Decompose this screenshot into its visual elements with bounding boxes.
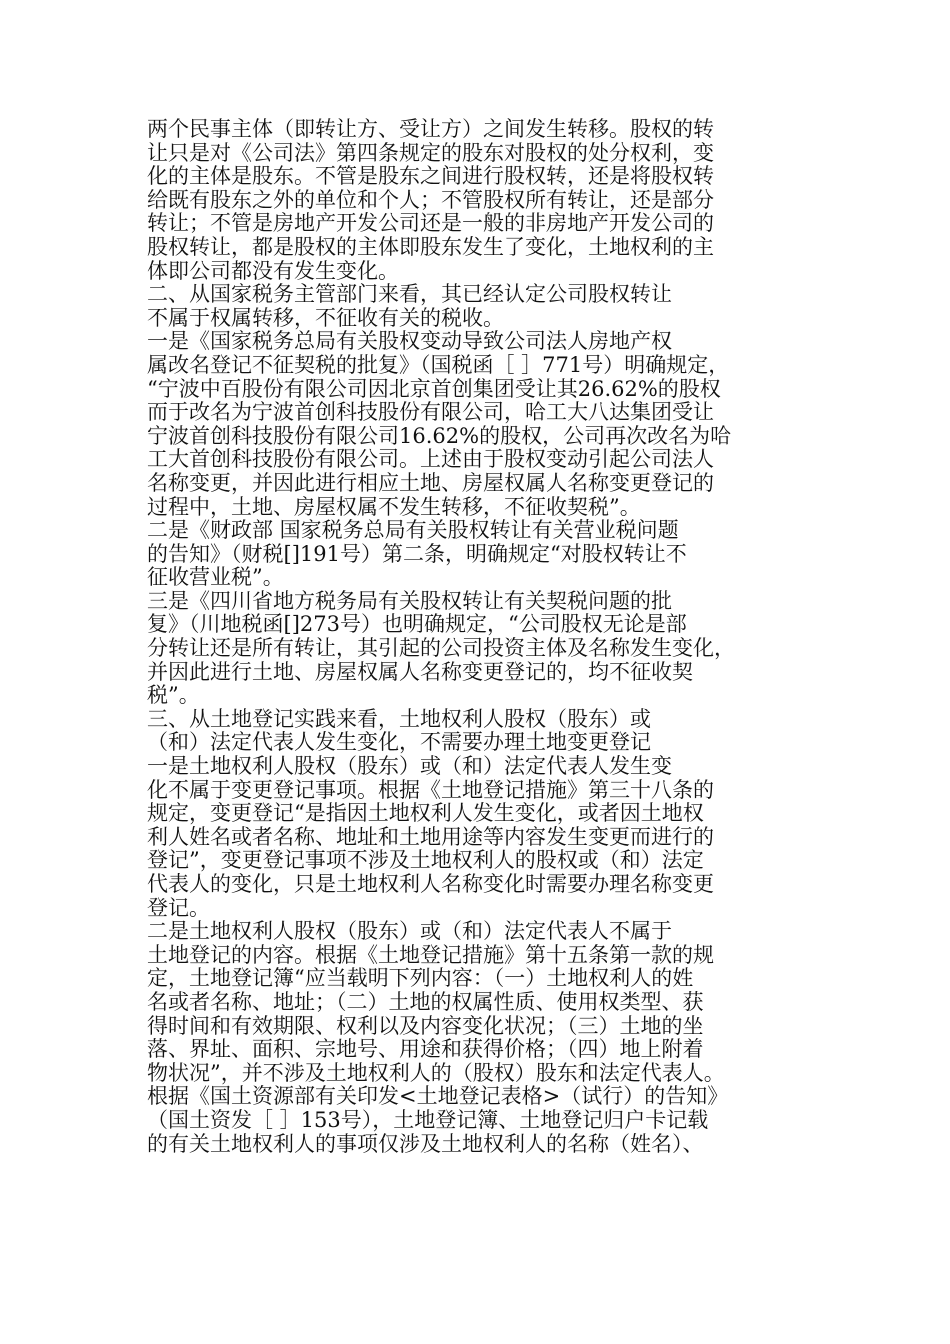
text-line: 规定，变更登记“是指因土地权利人发生变化，或者因土地权 xyxy=(147,802,704,826)
text-line: 三是《四川省地方税务局有关股权转让有关契税问题的批 xyxy=(147,589,672,613)
text-line: 根据《国土资源部有关印发<土地登记表格>（试行）的告知》 xyxy=(147,1085,729,1109)
text-line: 化不属于变更登记事项。根据《土地登记措施》第三十八条的 xyxy=(147,778,714,802)
text-line: 体即公司都没有发生变化。 xyxy=(147,259,399,283)
text-line: 的有关土地权利人的事项仅涉及土地权利人的名称（姓名）、 xyxy=(147,1132,704,1156)
text-line: 的告知》（财税[]191号）第二条，明确规定“对股权转让不 xyxy=(147,542,687,566)
text-line: 二是《财政部 国家税务总局有关股权转让有关营业税问题 xyxy=(147,519,679,543)
text-line: 得时间和有效期限、权利以及内容变化状况；（三）土地的坐 xyxy=(147,1014,704,1038)
text-line: 一是《国家税务总局有关股权变动导致公司法人房地产权 xyxy=(147,330,672,354)
text-line: 名称变更，并因此进行相应土地、房屋权属人名称变更登记的 xyxy=(147,471,714,495)
text-line: 二、从国家税务主管部门来看，其已经认定公司股权转让 xyxy=(147,283,672,307)
text-line: （和）法定代表人发生变化，不需要办理土地变更登记 xyxy=(147,731,651,755)
text-line: 登记。 xyxy=(147,896,210,920)
text-line: 宁波首创科技股份有限公司16.62%的股权，公司再次改名为哈 xyxy=(147,424,732,448)
text-line: 两个民事主体（即转让方、受让方）之间发生转移。股权的转 xyxy=(147,118,714,141)
text-line: 转让；不管是房地产开发公司还是一般的非房地产开发公司的 xyxy=(147,212,714,236)
text-line: 征收营业税”。 xyxy=(147,566,284,590)
text-line: 定，土地登记簿“应当载明下列内容：（一）土地权利人的姓 xyxy=(147,967,694,991)
text-line: 给既有股东之外的单位和个人；不管股权所有转让，还是部分 xyxy=(147,188,714,212)
text-line: 让只是对《公司法》第四条规定的股东对股权的处分权利，变 xyxy=(147,141,714,165)
text-line: 利人姓名或者名称、地址和土地用途等内容发生变更而进行的 xyxy=(147,825,714,849)
text-line: 化的主体是股东。不管是股东之间进行股权转，还是将股权转 xyxy=(147,165,714,189)
text-line: 税”。 xyxy=(147,684,200,708)
text-line: 属改名登记不征契税的批复》（国税函［ ］771号）明确规定， xyxy=(147,353,730,377)
text-line: 物状况”，并不涉及土地权利人的（股权）股东和法定代表人。 xyxy=(147,1061,725,1085)
text-line: 工大首创科技股份有限公司。上述由于股权变动引起公司法人 xyxy=(147,448,714,472)
text-line: 而于改名为宁波首创科技股份有限公司，哈工大八达集团受让 xyxy=(147,401,714,425)
text-line: （国土资发［ ］153号），土地登记簿、土地登记归户卡记载 xyxy=(147,1108,709,1132)
text-line: 并因此进行土地、房屋权属人名称变更登记的，均不征收契 xyxy=(147,660,693,684)
text-line: 二是土地权利人股权（股东）或（和）法定代表人不属于 xyxy=(147,920,672,944)
document-body xyxy=(147,118,817,1156)
text-line: 分转让还是所有转让，其引起的公司投资主体及名称发生变化， xyxy=(147,637,735,661)
text-line: 登记”，变更登记事项不涉及土地权利人的股权或（和）法定 xyxy=(147,849,704,873)
text-line: 落、界址、面积、宗地号、用途和获得价格；（四）地上附着 xyxy=(147,1038,704,1062)
text-line: 三、从土地登记实践来看，土地权利人股权（股东）或 xyxy=(147,707,651,731)
text-line: 名或者名称、地址；（二）土地的权属性质、使用权类型、获 xyxy=(147,990,704,1014)
text-line: 代表人的变化，只是土地权利人名称变化时需要办理名称变更 xyxy=(147,873,714,896)
text-line: 一是土地权利人股权（股东）或（和）法定代表人发生变 xyxy=(147,755,672,779)
text-line: “宁波中百股份有限公司因北京首创集团受让其26.62%的股权 xyxy=(147,377,721,401)
text-line: 土地登记的内容。根据《土地登记措施》第十五条第一款的规 xyxy=(147,943,714,967)
text-line: 不属于权属转移，不征收有关的税收。 xyxy=(147,306,504,330)
text-line: 过程中，土地、房屋权属不发生转移，不征收契税”。 xyxy=(147,495,641,519)
text-line: 股权转让，都是股权的主体即股东发生了变化，土地权利的主 xyxy=(147,235,714,259)
text-line: 复》（川地税函[]273号）也明确规定，“公司股权无论是部 xyxy=(147,613,687,637)
